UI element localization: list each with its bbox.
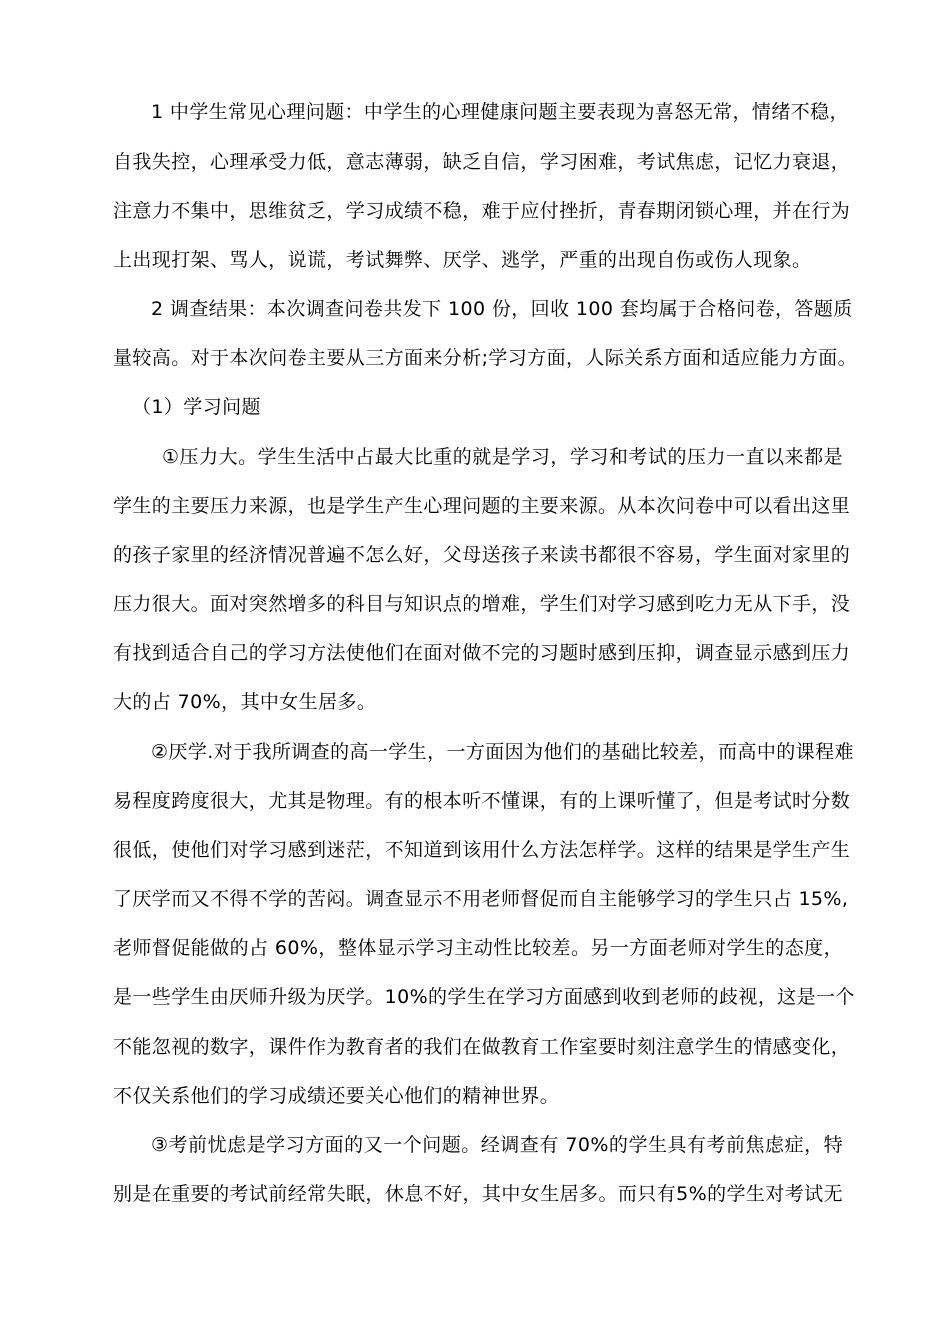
text-line: 1 中学生常见心理问题：中学生的心理健康问题主要表现为喜怒无常，情绪不稳，: [151, 101, 849, 123]
text-line: 不仅关系他们的学习成绩还要关心他们的精神世界。: [113, 1085, 560, 1107]
text-line: 自我失控，心理承受力低，意志薄弱，缺乏自信，学习困难，考试焦虑，记忆力衰退，: [113, 151, 851, 173]
text-line: 上出现打架、骂人，说谎，考试舞弊、厌学、逃学，严重的出现自伤或伤人现象。: [113, 249, 812, 271]
text-line: 的孩子家里的经济情况普遍不怎么好，父母送孩子来读书都很不容易，学生面对家里的: [113, 544, 851, 566]
text-line: 易程度跨度很大，尤其是物理。有的根本听不懂课，有的上课听懂了，但是考试时分数: [113, 790, 851, 812]
section-heading: （1）学习问题: [132, 396, 261, 418]
text-line: 学生的主要压力来源，也是学生产生心理问题的主要来源。从本次问卷中可以看出这里: [113, 495, 851, 517]
text-line: 2 调查结果：本次调查问卷共发下 100 份，回收 100 套均属于合格问卷，答题质: [151, 298, 853, 320]
text-line: 有找到适合自己的学习方法使他们在面对做不完的习题时感到压抑，调查显示感到压力: [113, 642, 851, 664]
text-line: 别是在重要的考试前经常失眠，休息不好，其中女生居多。而只有5%的学生对考试无: [113, 1183, 843, 1205]
text-line: ②厌学.对于我所调查的高一学生，一方面因为他们的基础比较差，而高中的课程难: [151, 741, 854, 763]
text-line: 不能忽视的数字，课件作为教育者的我们在做教育工作室要时刻注意学生的情感变化，: [113, 1036, 851, 1058]
text-line: 量较高。对于本次问卷主要从三方面来分析;学习方面，人际关系方面和适应能力方面。: [113, 347, 858, 369]
text-line: ①压力大。学生生活中占最大比重的就是学习，学习和考试的压力一直以来都是: [162, 446, 843, 468]
text-line: 很低，使他们对学习感到迷茫，不知道到该用什么方法怎样学。这样的结果是学生产生: [113, 839, 851, 861]
text-line: 压力很大。面对突然增多的科目与知识点的增难，学生们对学习感到吃力无从下手，没: [113, 593, 851, 615]
text-line: 大的占 70%，其中女生居多。: [113, 691, 377, 713]
text-line: 是一些学生由厌师升级为厌学。10%的学生在学习方面感到收到老师的歧视，这是一个: [113, 986, 855, 1008]
text-line: 老师督促能做的占 60%，整体显示学习主动性比较差。另一方面老师对学生的态度，: [113, 937, 843, 959]
text-line: ③考前忧虑是学习方面的又一个问题。经调查有 70%的学生具有考前焦虑症，特: [151, 1134, 843, 1156]
text-line: 了厌学而又不得不学的苦闷。调查显示不用老师督促而自主能够学习的学生只占 15%,: [113, 888, 849, 910]
text-line: 注意力不集中，思维贫乏，学习成绩不稳，难于应付挫折，青春期闭锁心理，并在行为: [113, 200, 851, 222]
